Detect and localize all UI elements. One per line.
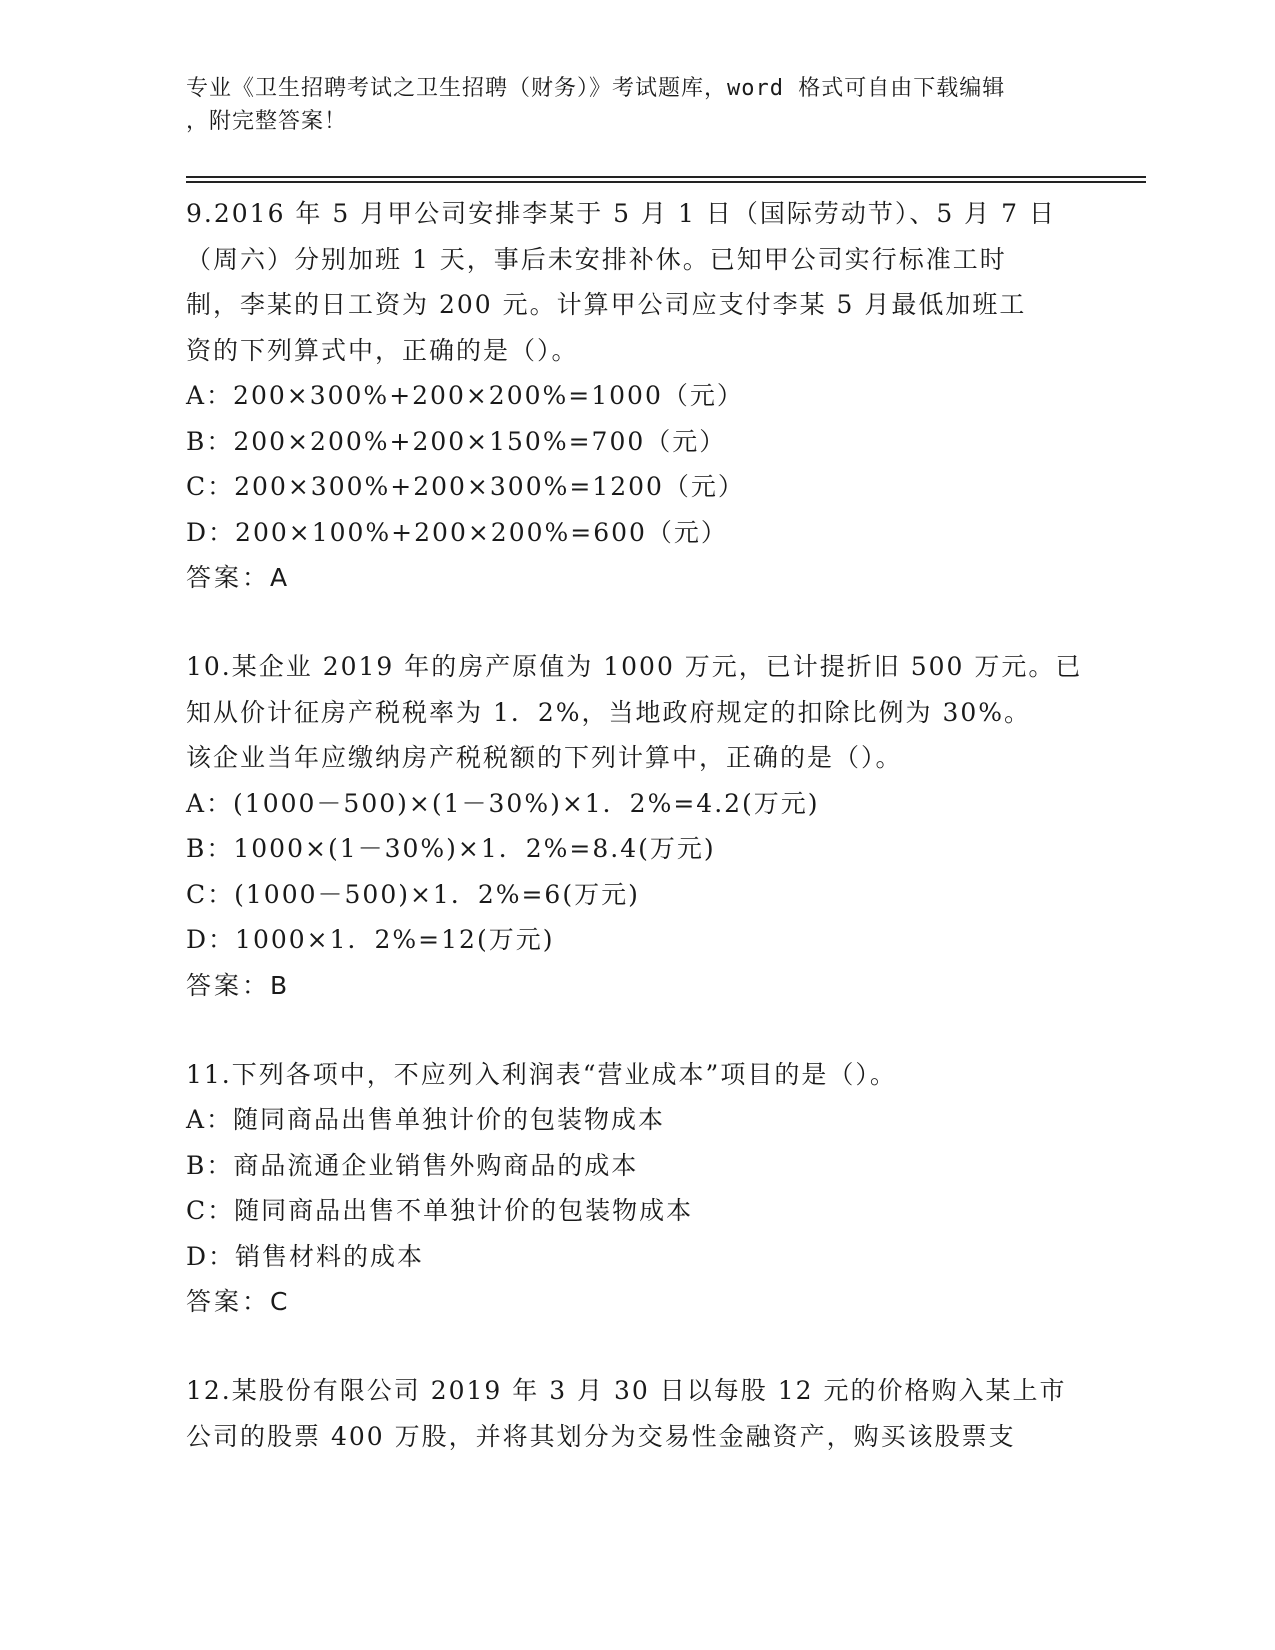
answer-line: 答案：B [186,970,291,1000]
question-9 [186,191,1086,601]
answer-line: 答案：A [186,563,291,592]
question-stem-line: 制，李某的日工资为 200 元。计算甲公司应支付李某 5 月最低加班工 [186,290,1027,319]
option-b: B：商品流通企业销售外购商品的成本 [186,1150,639,1180]
spacer [186,601,1086,645]
question-stem-line: （周六）分别加班 1 天，事后未安排补休。已知甲公司实行标准工时 [186,244,1007,274]
question-list [186,191,1086,1459]
option-d: D：1000×1．2%=12(万元) [186,925,555,954]
question-stem-line: 资的下列算式中，正确的是（）。 [186,335,579,365]
question-stem-line: 12.某股份有限公司 2019 年 3 月 30 日以每股 12 元的价格购入某上市 [186,1376,1067,1405]
option-a: A：200×300%+200×200%=1000（元） [186,381,744,410]
question-stem-line: 9.2016 年 5 月甲公司安排李某于 5 月 1 日（国际劳动节）、5 月 7 日 [186,199,1056,228]
option-d: D：销售材料的成本 [186,1241,425,1271]
question-stem-line: 11.下列各项中，不应列入利润表“营业成本”项目的是（）。 [186,1059,897,1089]
option-a: A：随同商品出售单独计价的包装物成本 [186,1105,666,1134]
option-b: B：1000×(1－30%)×1．2%=8.4(万元) [186,834,716,863]
question-10 [186,644,1086,1008]
document-header [186,72,1066,138]
option-a: A：(1000－500)×(1－30%)×1．2%=4.2(万元) [186,788,820,818]
answer-line: 答案：C [186,1287,291,1316]
question-stem-line: 知从价计征房产税税率为 1．2%，当地政府规定的扣除比例为 30%。 [186,697,1032,727]
option-c: C：(1000－500)×1．2%=6(万元) [186,879,640,909]
spacer [186,1325,1086,1369]
question-stem-line: 该企业当年应缴纳房产税税额的下列计算中，正确的是（）。 [186,743,903,772]
header-line-2: ，附完整答案！ [186,109,348,134]
spacer [186,1008,1086,1052]
header-divider-bottom [186,181,1146,183]
question-11 [186,1052,1086,1325]
header-line-1: 专业《卫生招聘考试之卫生招聘（财务）》考试题库，word 格式可自由下载编辑 [186,76,1006,101]
header-divider-top [186,176,1146,178]
question-stem-line: 10.某企业 2019 年的房产原值为 1000 万元，已计提折旧 500 万元。已 [186,652,1083,681]
option-c: C：200×300%+200×300%=1200（元） [186,472,745,501]
option-d: D：200×100%+200×200%=600（元） [186,517,728,547]
question-stem-line: 公司的股票 400 万股，并将其划分为交易性金融资产，购买该股票支 [186,1421,1016,1451]
option-c: C：随同商品出售不单独计价的包装物成本 [186,1196,694,1225]
question-12 [186,1368,1086,1459]
option-b: B：200×200%+200×150%=700（元） [186,426,727,456]
